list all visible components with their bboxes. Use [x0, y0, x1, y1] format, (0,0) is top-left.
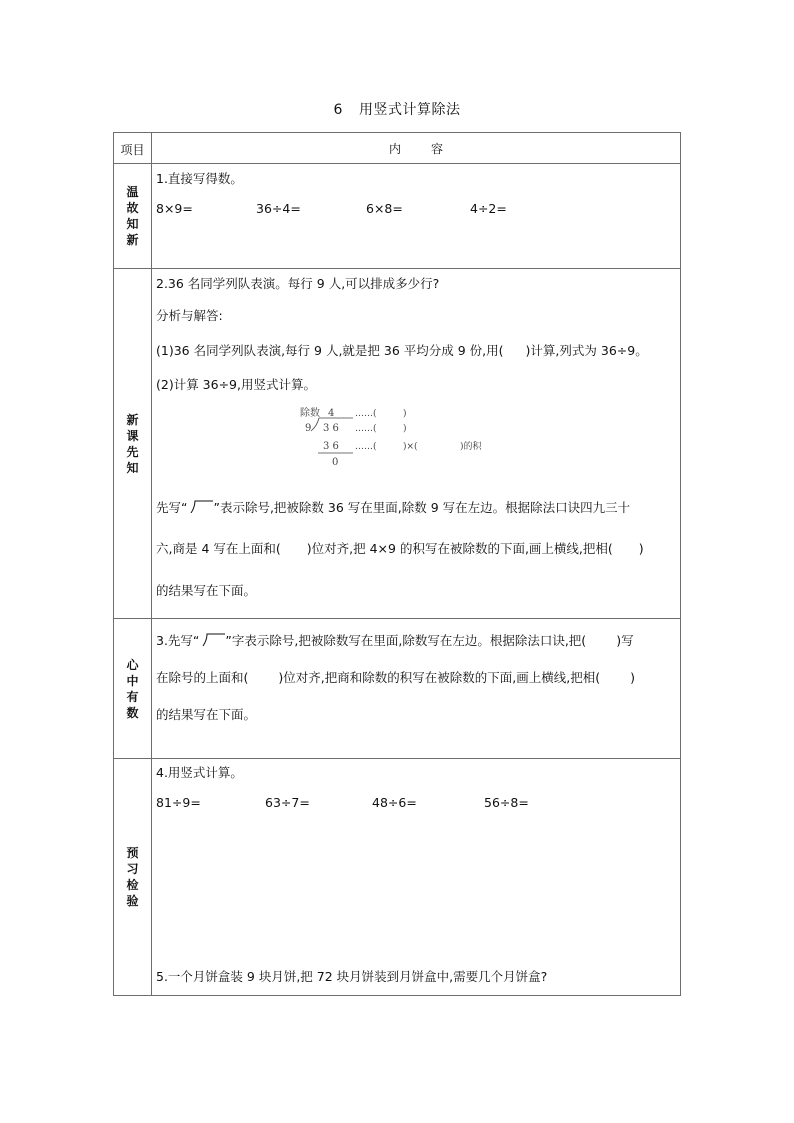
- q4-expr-1: 81÷9=: [156, 795, 201, 810]
- q3-line2: 在除号的上面和( )位对齐,把商和除数的积写在被除数的下面,画上横线,把相( ): [156, 670, 635, 685]
- product: 3 6: [323, 441, 339, 452]
- q4-expr-2: 63÷7=: [265, 795, 310, 810]
- header-row: [114, 133, 681, 164]
- section-review-content: [152, 164, 681, 269]
- header-content-a: 内: [388, 141, 401, 156]
- q4-expr-4: 56÷8=: [484, 795, 529, 810]
- q5-text: 5.一个月饼盒装 9 块月饼,把 72 块月饼装到月饼盒中,需要几个月饼盒?: [156, 969, 548, 984]
- section-label-cell: [114, 269, 152, 619]
- q4-expr-3: 48÷6=: [372, 795, 417, 810]
- page-title: [0, 99, 794, 119]
- close-1: ): [403, 409, 407, 419]
- quotient: 4: [328, 408, 335, 419]
- dots-3: ……(: [355, 442, 377, 452]
- remainder: 0: [332, 457, 339, 468]
- q3-line3: 的结果写在下面。: [156, 707, 257, 722]
- section-label-check: 预习检验: [126, 846, 139, 908]
- section-label-review: 温故知新: [126, 185, 139, 247]
- q2-text-line3: 的结果写在下面。: [156, 583, 257, 598]
- divisor: 9: [305, 423, 312, 434]
- q1-expr-2: 36÷4=: [256, 201, 301, 216]
- q2-part1: (1)36 名同学列队表演,每行 9 人,就是把 36 平均分成 9 份,用( )计算,列式为 36÷9。: [156, 343, 648, 358]
- q4-title: 4.用竖式计算。: [156, 765, 243, 780]
- product-of: )的积: [460, 442, 482, 452]
- section-preview-row: [114, 269, 681, 619]
- dots-2: ……(: [355, 424, 377, 434]
- times-mark: )×(: [403, 442, 418, 452]
- division-bracket: [311, 418, 319, 431]
- q2-part2: (2)计算 36÷9,用竖式计算。: [156, 377, 316, 392]
- q2-text-line1: 先写“ ”表示除号,把被除数 36 写在里面,除数 9 写在左边。根据除法口诀四九三十: [156, 500, 631, 515]
- q3-line1: 3.先写“ ”字表示除号,把被除数写在里面,除数写在左边。根据除法口诀,把( )写: [156, 633, 634, 648]
- q1-title: 1.直接写得数。: [156, 171, 243, 186]
- header-label: 项目: [120, 142, 145, 157]
- section-label-cell: [114, 619, 152, 759]
- section-preview-content: [152, 269, 681, 619]
- q2-title: 2.36 名同学列队表演。每行 9 人,可以排成多少行?: [156, 276, 440, 291]
- close-2: ): [403, 424, 407, 434]
- q2-analysis: 分析与解答:: [156, 308, 223, 323]
- dots-1: ……(: [355, 409, 377, 419]
- header-label-cell: [114, 133, 152, 164]
- divisor-label: 除数: [300, 408, 320, 419]
- q1-expr-1: 8×9=: [156, 201, 193, 216]
- dividend: 3 6: [323, 423, 339, 434]
- section-label-preview: 新课先知: [126, 412, 139, 475]
- header-content-cell: [152, 133, 681, 164]
- section-review-row: [114, 164, 681, 269]
- q2-text-line2: 六,商是 4 写在上面和( )位对齐,把 4×9 的积写在被除数的下面,画上横线,把相( ): [156, 541, 644, 556]
- section-check-row: [114, 759, 681, 996]
- worksheet-table: [113, 132, 681, 996]
- division-sign-icon: [187, 499, 213, 513]
- long-division-diagram: [300, 405, 540, 469]
- section-label-cell: [114, 164, 152, 269]
- lesson-number: 6: [333, 102, 343, 118]
- section-check-content: [152, 759, 681, 996]
- q1-expr-3: 6×8=: [366, 201, 403, 216]
- lesson-title: 用竖式计算除法: [358, 102, 461, 118]
- section-label-cell: [114, 759, 152, 996]
- q1-expr-4: 4÷2=: [470, 201, 507, 216]
- section-summary-content: [152, 619, 681, 759]
- section-summary-row: [114, 619, 681, 759]
- section-label-summary: 心中有数: [126, 657, 139, 720]
- division-sign-icon: [199, 632, 225, 646]
- header-content-b: 容: [431, 141, 444, 156]
